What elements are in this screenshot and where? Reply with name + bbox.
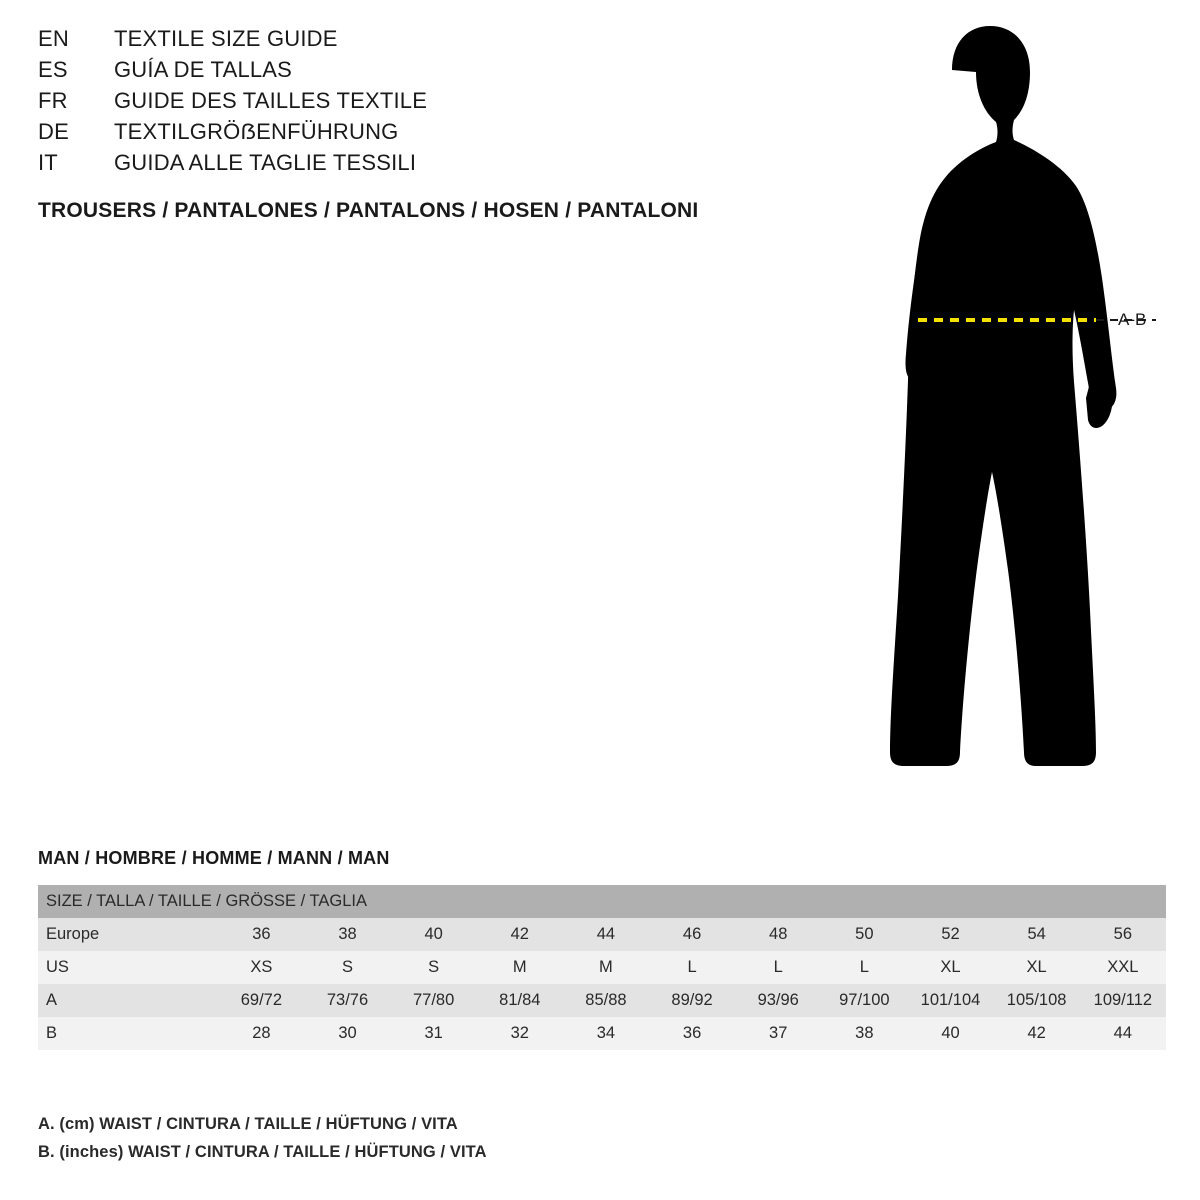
table-cell: XL bbox=[994, 951, 1080, 984]
table-row bbox=[38, 951, 1166, 984]
table-header-label: SIZE / TALLA / TAILLE / GRÖSSE / TAGLIA bbox=[38, 885, 1166, 918]
table-cell: 30 bbox=[304, 1017, 390, 1050]
gender-title: MAN / HOMBRE / HOMME / MANN / MAN bbox=[38, 848, 390, 868]
table-cell: XS bbox=[218, 951, 304, 984]
table-cell: 44 bbox=[563, 918, 649, 951]
table-cell: 40 bbox=[391, 918, 477, 951]
table-cell: 81/84 bbox=[477, 984, 563, 1017]
language-code: ES bbox=[38, 57, 68, 82]
table-cell: 36 bbox=[218, 918, 304, 951]
language-code: DE bbox=[38, 119, 69, 144]
table-cell: L bbox=[649, 951, 735, 984]
table-cell: M bbox=[563, 951, 649, 984]
row-label: A bbox=[38, 984, 218, 1017]
table-cell: 38 bbox=[304, 918, 390, 951]
language-row bbox=[38, 26, 798, 57]
table-cell: L bbox=[821, 951, 907, 984]
row-label: B bbox=[38, 1017, 218, 1050]
size-table-section bbox=[38, 848, 1166, 1050]
table-cell: 77/80 bbox=[391, 984, 477, 1017]
language-row bbox=[38, 88, 798, 119]
table-cell: 54 bbox=[994, 918, 1080, 951]
table-cell: 89/92 bbox=[649, 984, 735, 1017]
table-cell: 37 bbox=[735, 1017, 821, 1050]
table-cell: 46 bbox=[649, 918, 735, 951]
table-cell: XL bbox=[907, 951, 993, 984]
footnotes-block bbox=[38, 1110, 938, 1166]
language-title: GUIDE DES TAILLES TEXTILE bbox=[114, 88, 428, 113]
table-cell: 32 bbox=[477, 1017, 563, 1050]
silhouette-shape bbox=[890, 26, 1116, 766]
language-title: TEXTILE SIZE GUIDE bbox=[114, 26, 338, 51]
table-cell: 36 bbox=[649, 1017, 735, 1050]
table-cell: L bbox=[735, 951, 821, 984]
table-cell: 85/88 bbox=[563, 984, 649, 1017]
table-cell: 28 bbox=[218, 1017, 304, 1050]
size-table bbox=[38, 885, 1166, 1050]
table-row bbox=[38, 918, 1166, 951]
man-silhouette-figure bbox=[800, 10, 1200, 810]
table-cell: XXL bbox=[1080, 951, 1166, 984]
garment-type-title: TROUSERS / PANTALONES / PANTALONS / HOSEN / PANTALONI bbox=[38, 199, 699, 222]
table-cell: 101/104 bbox=[907, 984, 993, 1017]
silhouette-svg bbox=[800, 10, 1200, 810]
footnote-b: B. (inches) WAIST / CINTURA / TAILLE / HÜFTUNG / VITA bbox=[38, 1143, 487, 1161]
language-row bbox=[38, 119, 798, 150]
table-cell: 73/76 bbox=[304, 984, 390, 1017]
table-cell: S bbox=[304, 951, 390, 984]
table-cell: 42 bbox=[477, 918, 563, 951]
table-cell: S bbox=[391, 951, 477, 984]
language-title: GUÍA DE TALLAS bbox=[114, 57, 293, 82]
table-header-row bbox=[38, 885, 1166, 918]
table-cell: 50 bbox=[821, 918, 907, 951]
table-cell: 109/112 bbox=[1080, 984, 1166, 1017]
table-cell: 40 bbox=[907, 1017, 993, 1050]
table-cell: 93/96 bbox=[735, 984, 821, 1017]
language-code: IT bbox=[38, 150, 58, 175]
language-row bbox=[38, 57, 798, 88]
waist-measure-label: A-B bbox=[1118, 310, 1147, 329]
table-cell: 34 bbox=[563, 1017, 649, 1050]
language-code: EN bbox=[38, 26, 69, 51]
language-title: GUIDA ALLE TAGLIE TESSILI bbox=[114, 150, 417, 175]
row-label: US bbox=[38, 951, 218, 984]
table-cell: 48 bbox=[735, 918, 821, 951]
table-cell: 97/100 bbox=[821, 984, 907, 1017]
table-row bbox=[38, 1017, 1166, 1050]
table-cell: 105/108 bbox=[994, 984, 1080, 1017]
table-cell: 44 bbox=[1080, 1017, 1166, 1050]
language-row bbox=[38, 150, 798, 181]
language-title: TEXTILGRÖẞENFÜHRUNG bbox=[114, 119, 399, 144]
footnote-a: A. (cm) WAIST / CINTURA / TAILLE / HÜFTUNG / VITA bbox=[38, 1115, 458, 1133]
table-cell: 38 bbox=[821, 1017, 907, 1050]
table-cell: 42 bbox=[994, 1017, 1080, 1050]
table-cell: 52 bbox=[907, 918, 993, 951]
table-cell: 56 bbox=[1080, 918, 1166, 951]
table-cell: 31 bbox=[391, 1017, 477, 1050]
table-cell: 69/72 bbox=[218, 984, 304, 1017]
table-row bbox=[38, 984, 1166, 1017]
language-code: FR bbox=[38, 88, 68, 113]
row-label: Europe bbox=[38, 918, 218, 951]
table-cell: M bbox=[477, 951, 563, 984]
language-header-block bbox=[38, 26, 798, 223]
